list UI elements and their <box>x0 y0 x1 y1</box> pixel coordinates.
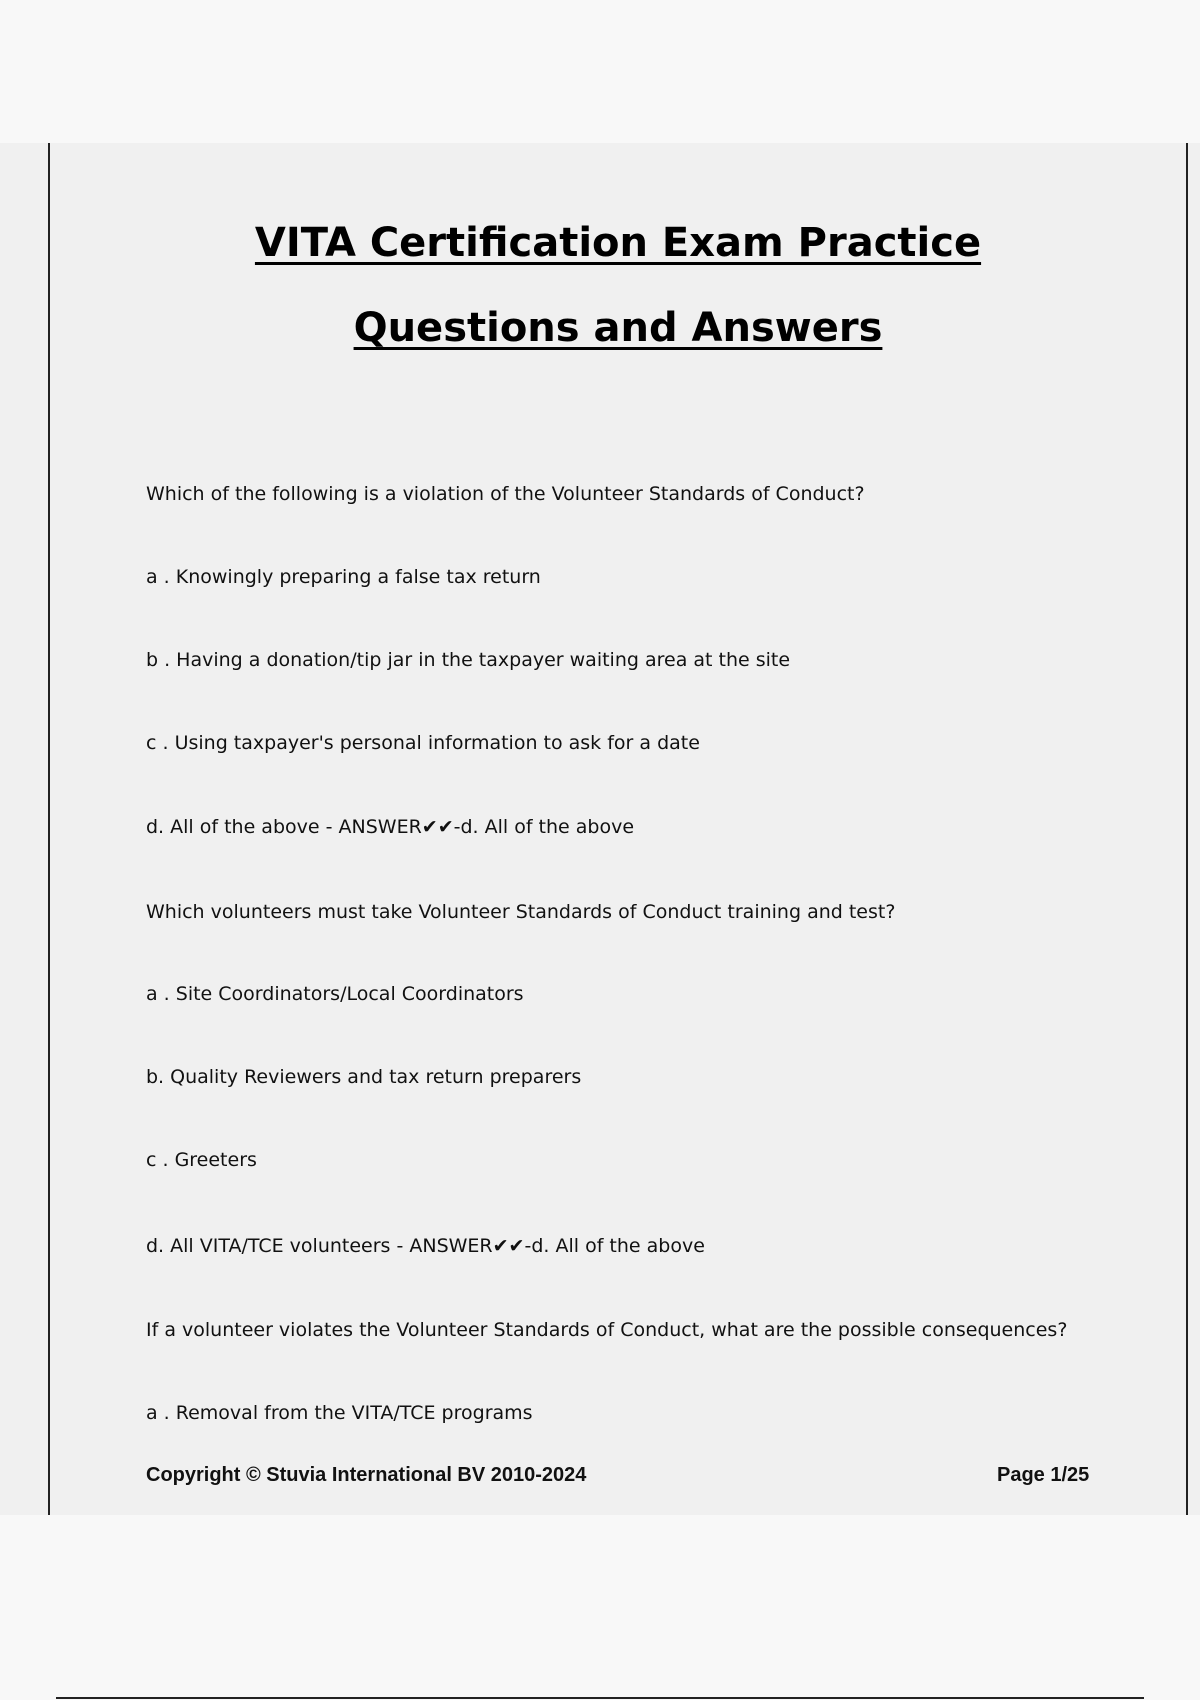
question-3: If a volunteer violates the Volunteer Standards of Conduct, what are the possible consequences? <box>146 1319 1068 1341</box>
question-2-option-d-answer: d. All VITA/TCE volunteers - ANSWER✔✔-d. All of the above <box>146 1235 705 1257</box>
question-2-option-b: b. Quality Reviewers and tax return preparers <box>146 1066 582 1088</box>
document-title-line-1: VITA Certification Exam Practice <box>254 220 982 266</box>
page-number: Page 1/25 <box>997 1464 1090 1486</box>
document-title-line-2: Questions and Answers <box>353 305 883 351</box>
copyright-footer: Copyright © Stuvia International BV 2010-2024 <box>146 1464 587 1486</box>
question-1-option-b: b . Having a donation/tip jar in the taxpayer waiting area at the site <box>146 649 791 671</box>
question-2-option-c: c . Greeters <box>146 1149 257 1171</box>
question-1-option-a: a . Knowingly preparing a false tax return <box>146 566 541 588</box>
question-1-option-d-answer: d. All of the above - ANSWER✔✔-d. All of the above <box>146 816 635 838</box>
question-3-option-a: a . Removal from the VITA/TCE programs <box>146 1402 533 1424</box>
question-1: Which of the following is a violation of the Volunteer Standards of Conduct? <box>146 483 865 505</box>
bottom-divider <box>56 1697 1144 1699</box>
question-2: Which volunteers must take Volunteer Standards of Conduct training and test? <box>146 901 896 923</box>
question-2-option-a: a . Site Coordinators/Local Coordinators <box>146 983 524 1005</box>
question-1-option-c: c . Using taxpayer's personal information to ask for a date <box>146 732 700 754</box>
